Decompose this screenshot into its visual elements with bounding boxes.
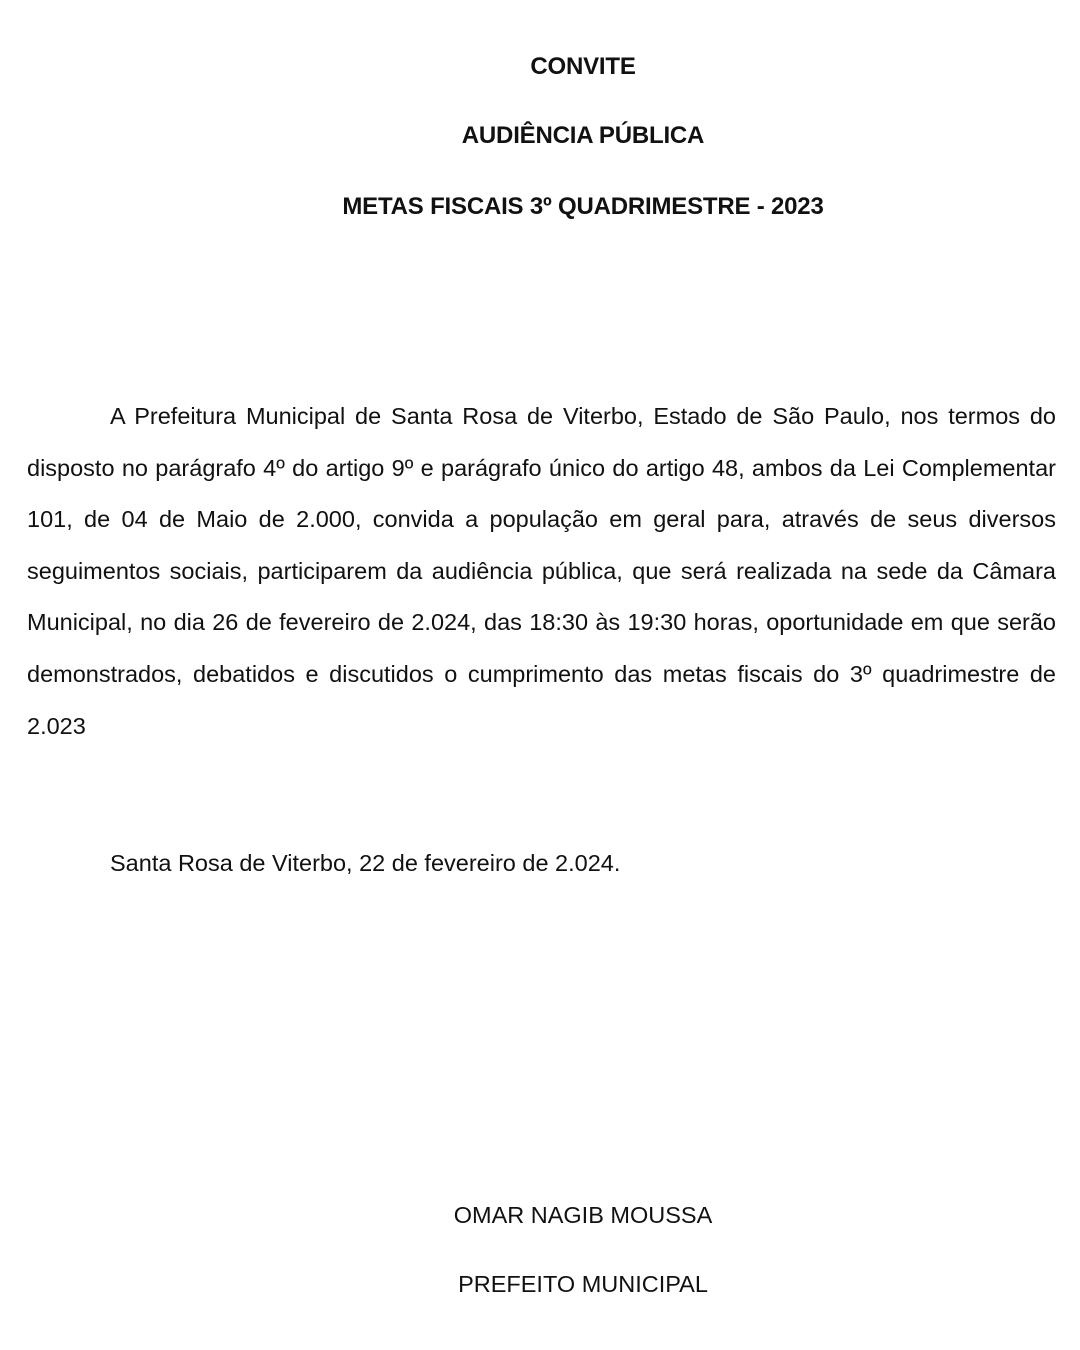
signatory-name: OMAR NAGIB MOUSSA (453, 1202, 713, 1228)
place-and-date: Santa Rosa de Viterbo, 22 de fevereiro de 2.024. (110, 850, 621, 876)
signatory-role: PREFEITO MUNICIPAL (458, 1271, 708, 1297)
invitation-paragraph: A Prefeitura Municipal de Santa Rosa de Viterbo, Estado de São Paulo, nos termos do disposto no parágrafo 4º do artigo 9º e parágrafo único do artigo 48, ambos da Lei Complementar 101, de 04 de Maio de 2.000, convida a população em geral para, através de seus diversos seguimentos sociais, participarem da audiência pública, que será realizada na sede da Câmara Municipal, no dia 26 de fevereiro de 2.024, das 18:30 às 19:30 horas, oportunidade em que serão demonstrados, debatidos e discutidos o cumprimento das metas fiscais do 3º quadrimestre de 2.023 (27, 403, 1056, 739)
document-title: CONVITE (530, 53, 636, 80)
document-subtitle: AUDIÊNCIA PÚBLICA (461, 122, 705, 149)
document-topic: METAS FISCAIS 3º QUADRIMESTRE - 2023 (342, 193, 824, 220)
